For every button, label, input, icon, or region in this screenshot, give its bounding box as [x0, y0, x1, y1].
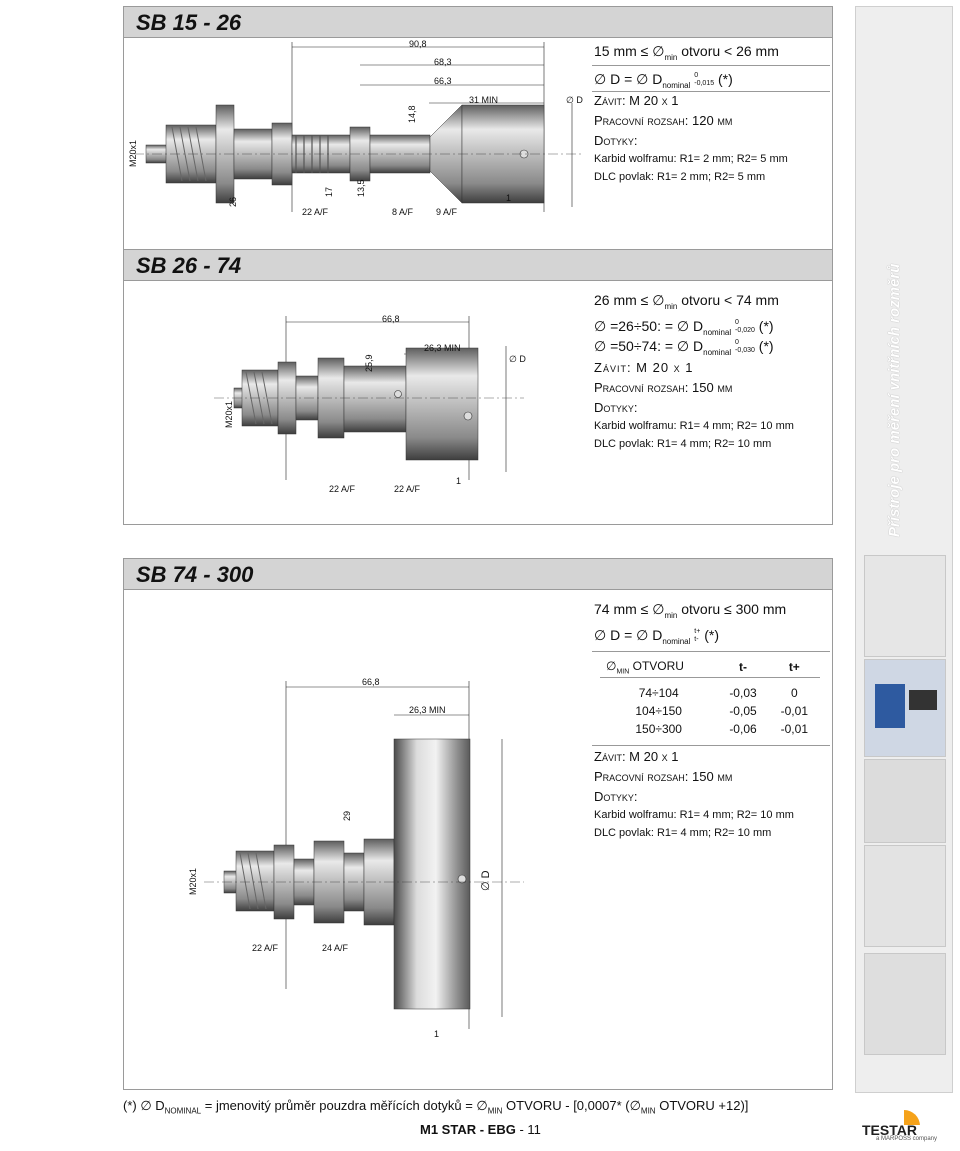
spec-block [594, 41, 830, 241]
dim-17: 17 [324, 186, 334, 197]
page-footer: M1 STAR - EBG - 11 [420, 1122, 541, 1137]
dim-24-af: 24 A/F [322, 943, 349, 953]
sidebar-title: Přístroje pro měření vnitřních rozměrů [886, 263, 903, 537]
section-sb-26-74 [123, 249, 833, 525]
separator [592, 651, 830, 652]
range-line: 74 mm ≤ $\emptyset_{min}$ otvoru ≤ 300 mm [594, 601, 787, 620]
dim-25-9: 25,9 [364, 354, 374, 372]
contacts-label: Dotyky: [594, 789, 638, 804]
section-sb-74-300 [123, 558, 833, 1090]
probe-sleeve [406, 348, 478, 460]
section-header [124, 7, 832, 38]
product-photo-3 [864, 759, 946, 843]
work-range-line: Pracovní rozsah: 120 µm [594, 113, 733, 128]
sidebar [855, 6, 953, 1093]
separator [592, 745, 830, 746]
spec-block [594, 290, 830, 510]
work-range-line: Pracovní rozsah: 150 µm [594, 380, 733, 395]
header-t-plus: t+ [788, 660, 800, 675]
product-photo-1 [864, 555, 946, 657]
thread-line: Závit: M 20 x 1 [594, 93, 679, 108]
table-row: 74÷104 -0,03 0 [638, 686, 798, 701]
product-photo-5 [864, 953, 946, 1055]
range-line: 15 mm ≤ $\emptyset_{min}$ otvoru < 26 mm [594, 43, 779, 62]
dim-68-3: 68,3 [434, 57, 452, 67]
dim-9-af: 9 A/F [436, 207, 458, 217]
contacts-label: Dotyky: [594, 400, 638, 415]
dim-29: 29 [342, 810, 352, 821]
diameter-symbol: ∅ [606, 659, 617, 673]
dim-22-af: 22 A/F [252, 943, 279, 953]
dim-m20x1: M20x1 [188, 867, 198, 895]
dim-8-af: 8 A/F [392, 207, 414, 217]
dim-66-3: 66,3 [434, 76, 452, 86]
section-title: SB 26 - 74 [136, 253, 242, 278]
work-range-line: Pracovní rozsah: 150 µm [594, 769, 733, 784]
catalog-title: M1 STAR - EBG [420, 1122, 516, 1137]
contacts-label: Dotyky: [594, 133, 638, 148]
thread-line: Závit: M 20 x 1 [594, 360, 694, 375]
table-row: 150÷300 -0,06 -0,01 [635, 722, 808, 737]
dim-14-8: 14,8 [407, 105, 417, 123]
diameter-line: ∅ D = ∅ $D_{nominal}$ t+ t- (*) [594, 627, 719, 646]
dim-1: 1 [456, 476, 462, 486]
probe-drawing-sb-26-74 [124, 280, 594, 524]
header-t-minus: t- [739, 660, 747, 675]
dim-31-min: 31 MIN [469, 95, 499, 105]
dim-66-8: 66,8 [362, 677, 380, 687]
contact-line-1: Karbid wolframu: R1= 4 mm; R2= 10 mm [594, 809, 794, 821]
footnote: (*) ∅ $D_{NOMINAL}$ = jmenovitý průměr pouzdra měřících dotyků = $\emptyset_{MIN}$ OTVORU - [0,0007* ($\emptyset_{MIN}$ OTVORU +12)] [123, 1098, 749, 1116]
table-header: $\emptyset_{MIN}$ OTVORU t- t+ [600, 657, 820, 678]
dim-diameter-d: ∅ D [480, 870, 492, 891]
section-header [124, 559, 832, 590]
section-title: SB 74 - 300 [136, 562, 254, 587]
dim-26-3-min: 26,3 MIN [409, 705, 446, 715]
dim-1: 1 [434, 1029, 440, 1039]
dim-66-8: 66,8 [382, 314, 400, 324]
dim-26-3-min: 26,3 MIN [424, 343, 461, 353]
dim-22-af-b: 22 A/F [394, 484, 421, 494]
range-line: 26 mm ≤ $\emptyset_{min}$ otvoru < 74 mm [594, 292, 779, 311]
diameter-line-2: ∅ =50÷74: = ∅ $D_{nominal}$ 0 -0,030 (*) [594, 338, 774, 357]
dim-90-8: 90,8 [409, 39, 427, 49]
testar-logo [858, 1108, 950, 1142]
spec-block [594, 599, 830, 899]
product-photo-2 [864, 659, 946, 757]
dim-13-5: 13,5 [356, 179, 366, 197]
section-sb-15-26 [123, 6, 833, 251]
page-number: 11 [527, 1122, 541, 1137]
dim-22-af: 22 A/F [302, 207, 329, 217]
contact-line-2: DLC povlak: R1= 4 mm; R2= 10 mm [594, 827, 772, 839]
dim-m20x1: M20x1 [128, 139, 138, 167]
diameter-line-1: ∅ =26÷50: = ∅ $D_{nominal}$ 0 -0,020 (*) [594, 318, 774, 337]
dim-1: 1 [506, 193, 512, 203]
contact-line-1: Karbid wolframu: R1= 4 mm; R2= 10 mm [594, 420, 794, 432]
section-title: SB 15 - 26 [136, 10, 242, 35]
contact-line-2: DLC povlak: R1= 2 mm; R2= 5 mm [594, 171, 766, 183]
probe-body [344, 366, 406, 432]
probe-drawing-sb-15-26 [124, 37, 594, 249]
logo-sub: a MARPOSS company [876, 1136, 938, 1142]
thread-line: Závit: M 20 x 1 [594, 749, 679, 764]
contact-line-2: DLC povlak: R1= 4 mm; R2= 10 mm [594, 438, 772, 450]
table-row: 104÷150 -0,05 -0,01 [635, 704, 808, 719]
dim-26: 26 [228, 196, 238, 207]
dim-diameter-d: ∅ D [509, 354, 526, 364]
probe-disc [394, 739, 470, 1009]
separator [592, 65, 830, 66]
dim-diameter-d: ∅ D [566, 95, 583, 105]
product-photo-4 [864, 845, 946, 947]
dim-22-af-a: 22 A/F [329, 484, 356, 494]
separator [592, 91, 830, 92]
section-header [124, 250, 832, 281]
probe-drawing-sb-74-300 [124, 589, 594, 1089]
diameter-line: ∅ D = ∅ $D_{nominal}$ 0 -0,015 (*) [594, 71, 733, 90]
contact-line-1: Karbid wolframu: R1= 2 mm; R2= 5 mm [594, 153, 788, 165]
logo-brand: TESTAR [862, 1122, 917, 1138]
dim-m20x1: M20x1 [224, 400, 234, 428]
tolerance-table [600, 657, 820, 738]
